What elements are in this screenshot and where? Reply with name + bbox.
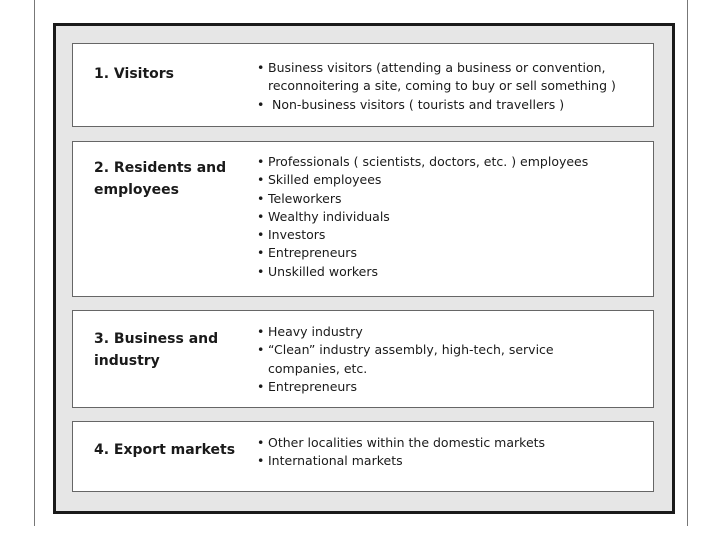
- list-item: • Teleworkers: [257, 190, 588, 208]
- item-list: [257, 323, 554, 396]
- bullet-icon: •: [257, 342, 265, 358]
- list-item-continuation: reconnoitering a site, coming to buy or sell something ): [268, 78, 616, 94]
- list-item: • Investors: [257, 226, 588, 244]
- page-right-rule: [687, 0, 688, 526]
- list-item: • Non-business visitors ( tourists and travellers ): [257, 96, 616, 114]
- category-label-line: employees: [94, 182, 179, 198]
- list-item: • Professionals ( scientists, doctors, etc. ) employees: [257, 153, 588, 171]
- list-item-continuation: companies, etc.: [268, 360, 368, 376]
- item-list: [257, 153, 588, 281]
- list-item: • Entrepreneurs: [257, 244, 588, 262]
- list-item: • “Clean” industry assembly, high-tech, service: [257, 341, 554, 359]
- bullet-icon: •: [257, 96, 265, 112]
- item-list: [257, 59, 616, 114]
- bullet-icon: •: [257, 378, 265, 394]
- bullet-icon: •: [257, 172, 265, 188]
- bullet-icon: •: [257, 190, 265, 206]
- list-item: • Other localities within the domestic markets: [257, 434, 545, 452]
- list-item: • Business visitors (attending a business or convention,: [257, 59, 616, 77]
- bullet-icon: •: [257, 435, 265, 450]
- list-item: • International markets: [257, 452, 545, 470]
- bullet-icon: •: [257, 208, 265, 224]
- category-label-line: 2. Residents and: [94, 160, 227, 176]
- bullet-icon: •: [257, 60, 265, 75]
- bullet-icon: •: [257, 154, 265, 169]
- category-label: [94, 157, 226, 201]
- list-item: • Heavy industry: [257, 323, 554, 341]
- table-row-visitors: [72, 43, 654, 127]
- category-label: [94, 328, 218, 372]
- table-row-business: [72, 310, 654, 408]
- bullet-icon: •: [257, 245, 265, 261]
- category-label-line: 3. Business and: [94, 331, 219, 347]
- page-left-rule: [34, 0, 35, 526]
- category-label: 4. Export markets: [94, 442, 236, 458]
- table-row-export: [72, 421, 654, 492]
- target-markets-table: [53, 23, 675, 514]
- bullet-icon: •: [257, 324, 265, 339]
- list-item: • Skilled employees: [257, 171, 588, 189]
- list-item: • Wealthy individuals: [257, 208, 588, 226]
- category-label: 1. Visitors: [94, 66, 175, 82]
- category-label-line: industry: [94, 353, 160, 369]
- list-item: • Entrepreneurs: [257, 378, 554, 396]
- list-item: • Unskilled workers: [257, 263, 588, 281]
- table-row-residents: [72, 141, 654, 297]
- bullet-icon: •: [257, 263, 265, 279]
- item-list: [257, 434, 545, 471]
- bullet-icon: •: [257, 453, 265, 469]
- bullet-icon: •: [257, 227, 265, 243]
